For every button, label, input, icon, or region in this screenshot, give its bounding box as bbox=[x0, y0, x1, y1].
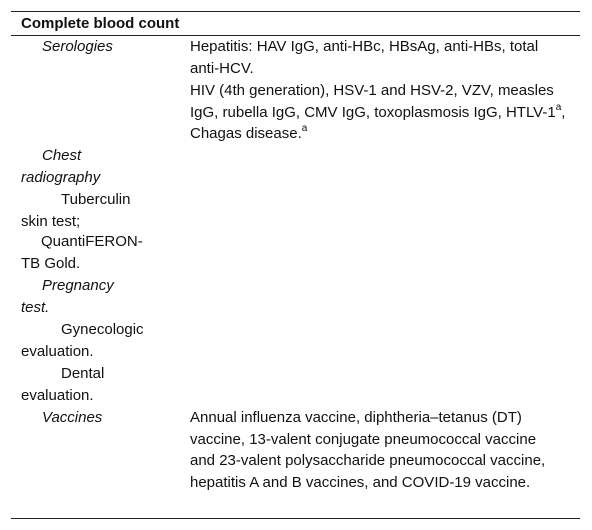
row-label-chest-radiography: Chest radiography bbox=[21, 147, 101, 186]
row-label-serologies: Serologies bbox=[42, 38, 113, 55]
footnote-marker: a bbox=[555, 101, 562, 113]
row-label-quantiferon: QuantiFERON-TB Gold. bbox=[21, 233, 143, 272]
row-value-serologies-hepatitis: Hepatitis: HAV IgG, anti-HBc, HBsAg, anti-HBs, total anti-HCV. bbox=[190, 38, 539, 77]
serologies-chagas-text: , Chagas disease. bbox=[190, 103, 566, 142]
table-header-title: Complete blood count bbox=[21, 15, 180, 32]
footnote-marker: a bbox=[301, 123, 308, 134]
clinical-table bbox=[11, 11, 580, 519]
row-value-vaccines: Annual influenza vaccine, diphtheria–tetanus (DT) vaccine, 13-valent conjugate pneumococcal vaccine and 23-valent polysaccharide pneumococcal vaccine, hepatitis A and B vaccines, and COVID-19 vaccine. bbox=[190, 409, 546, 491]
serologies-other-text: HIV (4th generation), HSV-1 and HSV-2, VZV, measles IgG, rubella IgG, CMV IgG, toxoplasmosis IgG, HTLV-1 bbox=[190, 82, 556, 121]
table-header-row bbox=[11, 12, 580, 36]
row-label-vaccines: Vaccines bbox=[42, 409, 103, 426]
row-label-pregnancy: Pregnancy test. bbox=[21, 277, 114, 316]
row-value-serologies-other bbox=[190, 80, 570, 145]
row-label-dental: Dental evaluation. bbox=[21, 365, 105, 404]
row-label-tuberculin: Tuberculin skin test; bbox=[21, 191, 131, 230]
row-label-gynecologic: Gynecologic evaluation. bbox=[21, 321, 144, 360]
